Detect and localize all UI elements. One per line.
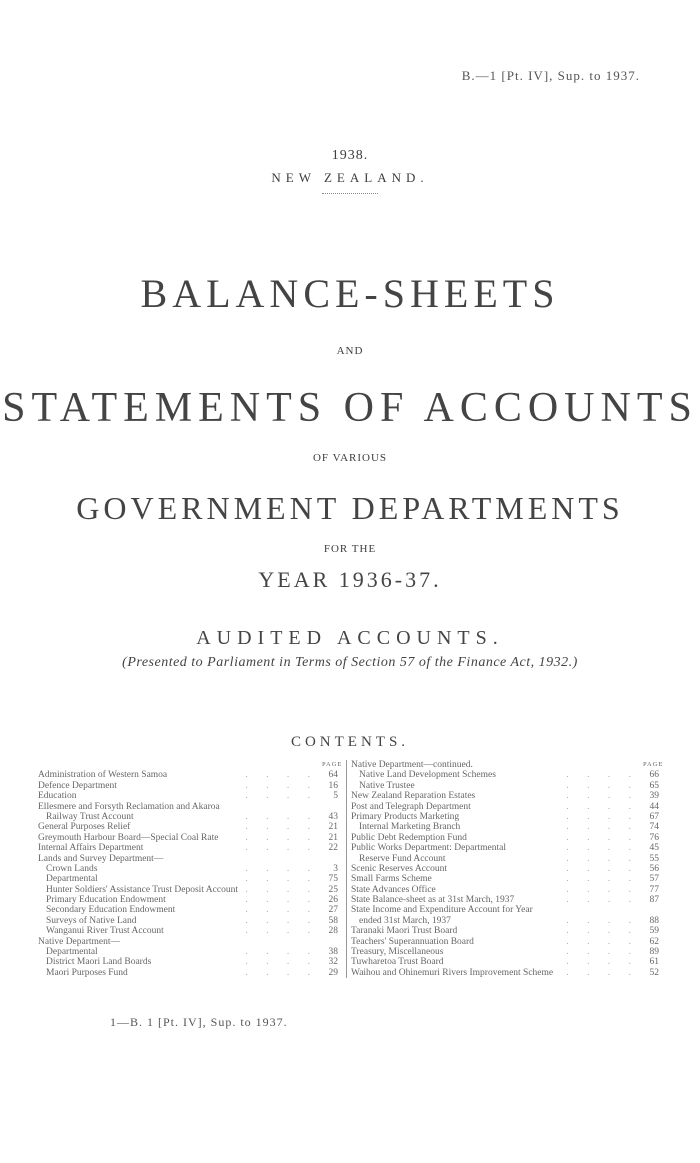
contents-entry-label: Maori Purposes Fund xyxy=(46,968,131,978)
contents-entry xyxy=(38,802,340,812)
contents-entry-page: 57 xyxy=(643,874,659,884)
leader-dots: . . . . xyxy=(245,822,318,833)
leader-dots: . . . . xyxy=(245,770,318,781)
contents-entry xyxy=(351,791,661,801)
contents-entry-label: Education xyxy=(38,791,80,801)
contents-entry-label: Native Land Development Schemes xyxy=(359,770,499,780)
contents-entry-page: 39 xyxy=(643,791,659,801)
contents-entry-page: 87 xyxy=(643,895,659,905)
leader-dots: . . . . xyxy=(566,801,639,812)
leader-dots: . . . . xyxy=(245,874,318,885)
leader-dots: . . . . xyxy=(566,843,639,854)
contents-entry xyxy=(38,812,340,822)
contents-entry-page: 16 xyxy=(322,781,338,791)
contents-entry-label: State Income and Expenditure Account for Year xyxy=(351,905,536,915)
contents-entry-page: 77 xyxy=(643,885,659,895)
contents-entry xyxy=(38,885,340,895)
contents-entry-label: Secondary Education Endowment xyxy=(46,905,178,915)
contents-entry xyxy=(38,874,340,884)
leader-dots: . . . . xyxy=(566,884,639,895)
contents-entry-label: Taranaki Maori Trust Board xyxy=(351,926,460,936)
footer-reference: 1—B. 1 [Pt. IV], Sup. to 1937. xyxy=(110,1015,288,1029)
leader-dots: . . . . xyxy=(566,874,639,885)
contents-entry xyxy=(351,781,661,791)
contents-entry-page: 52 xyxy=(643,968,659,978)
contents-entry xyxy=(351,905,661,915)
contents-entry xyxy=(38,822,340,832)
contents-entry xyxy=(38,770,340,780)
leader-dots: . . . . xyxy=(245,780,318,791)
contents-entry-page: 45 xyxy=(643,843,659,853)
publication-year: 1938. xyxy=(331,148,369,163)
contents-entry-label: Surveys of Native Land xyxy=(46,916,140,926)
leader-dots: . . . . xyxy=(566,947,639,958)
leader-dots: . . . . xyxy=(245,926,318,937)
contents-entry-label: Railway Trust Account xyxy=(46,812,137,822)
leader-dots: . . . . xyxy=(566,926,639,937)
contents-entry xyxy=(351,864,661,874)
contents-entry xyxy=(38,854,340,864)
contents-entry-page: 55 xyxy=(643,854,659,864)
contents-entry-page: 65 xyxy=(643,781,659,791)
leader-dots: . . . . xyxy=(245,947,318,958)
contents-entry-label: Wanganui River Trust Account xyxy=(46,926,167,936)
contents-entry-label: Hunter Soldiers' Assistance Trust Deposit Account xyxy=(46,885,241,895)
contents-entry xyxy=(351,843,661,853)
contents-entry xyxy=(351,937,661,947)
contents-entry-page: 74 xyxy=(643,822,659,832)
contents-entry-page: 27 xyxy=(322,905,338,915)
contents-entry-page: 5 xyxy=(322,791,338,801)
contents-entry xyxy=(38,947,340,957)
leader-dots: . . . . xyxy=(245,884,318,895)
leader-dots: . . . . xyxy=(566,936,639,947)
leader-dots: . . . . xyxy=(566,822,639,833)
contents-entry-page: 26 xyxy=(322,895,338,905)
title-of-various: OF VARIOUS xyxy=(312,452,388,464)
contents-entry-label: Native Trustee xyxy=(359,781,418,791)
contents-entry-label: Internal Affairs Department xyxy=(38,843,146,853)
leader-dots: . . . . xyxy=(566,915,639,926)
leader-dots: . . . . xyxy=(566,791,639,802)
leader-dots: . . . . xyxy=(566,780,639,791)
leader-dots: . . . . xyxy=(566,967,639,978)
contents-entry-page: 44 xyxy=(643,802,659,812)
contents-entry-label: Teachers' Superannuation Board xyxy=(351,937,477,947)
contents-entry-label: Lands and Survey Department— xyxy=(38,854,166,864)
contents-right-column xyxy=(346,760,664,978)
divider-rule xyxy=(322,193,378,194)
leader-dots: . . . . xyxy=(566,770,639,781)
leader-dots: . . . . xyxy=(566,832,639,843)
contents-entry-page: 66 xyxy=(643,770,659,780)
contents-entry xyxy=(38,833,340,843)
contents-entry-label: State Advances Office xyxy=(351,885,439,895)
contents-entry-label: Post and Telegraph Department xyxy=(351,802,474,812)
contents-entry-page: 59 xyxy=(643,926,659,936)
contents-entry-page: 3 xyxy=(322,864,338,874)
contents-entry xyxy=(351,802,661,812)
contents-entry xyxy=(38,937,340,947)
contents-entry xyxy=(38,791,340,801)
contents-entry-label: General Purposes Relief xyxy=(38,822,133,832)
contents-entry xyxy=(38,843,340,853)
leader-dots: . . . . xyxy=(245,811,318,822)
contents-entry-label: New Zealand Reparation Estates xyxy=(351,791,478,801)
contents-entry-label: Small Farms Scheme xyxy=(351,874,435,884)
contents-entry-label: Treasury, Miscellaneous xyxy=(351,947,446,957)
contents-entry-page: 75 xyxy=(322,874,338,884)
contents-entry-label: Public Works Department: Departmental xyxy=(351,843,509,853)
contents-entry-label: Native Department—continued. xyxy=(351,760,476,770)
contents-entry xyxy=(351,957,661,967)
contents-entry-label: Defence Department xyxy=(38,781,120,791)
contents-entry-label: Departmental xyxy=(46,874,101,884)
leader-dots: . . . . xyxy=(245,895,318,906)
contents-entry xyxy=(351,874,661,884)
contents-entry xyxy=(38,781,340,791)
contents-entry-page: 88 xyxy=(643,916,659,926)
leader-dots: . . . . xyxy=(245,957,318,968)
leader-dots: . . . . xyxy=(245,791,318,802)
contents-entry xyxy=(351,770,661,780)
leader-dots: . . . . xyxy=(566,853,639,864)
contents-entry-page: 25 xyxy=(322,885,338,895)
contents-left-column xyxy=(38,760,343,978)
leader-dots: . . . . xyxy=(245,843,318,854)
contents-entry-page: 22 xyxy=(322,843,338,853)
contents-entry xyxy=(38,968,340,978)
title-year: YEAR 1936-37. xyxy=(258,567,442,592)
contents-entry-label: Reserve Fund Account xyxy=(359,854,449,864)
contents-entry xyxy=(351,812,661,822)
contents-entry-page: 76 xyxy=(643,833,659,843)
contents-entry-label: Ellesmere and Forsyth Reclamation and Akaroa xyxy=(38,802,223,812)
contents-entry xyxy=(38,916,340,926)
leader-dots: . . . . xyxy=(566,957,639,968)
contents-entry-page: 64 xyxy=(322,770,338,780)
contents-entry xyxy=(351,895,661,905)
contents-entry-page: 89 xyxy=(643,947,659,957)
leader-dots: . . . . xyxy=(566,863,639,874)
page-column-label: PAGE xyxy=(322,760,338,770)
contents-entry-page: 61 xyxy=(643,957,659,967)
title-statements: STATEMENTS OF ACCOUNTS xyxy=(2,385,698,431)
contents-entry-page: 56 xyxy=(643,864,659,874)
leader-dots: . . . . xyxy=(245,915,318,926)
contents-entry-page: 67 xyxy=(643,812,659,822)
title-balance-sheets: BALANCE-SHEETS xyxy=(140,271,560,316)
contents-entry-page: 32 xyxy=(322,957,338,967)
contents-entry-label: Scenic Reserves Account xyxy=(351,864,450,874)
leader-dots: . . . . xyxy=(566,895,639,906)
contents-entry-label: Greymouth Harbour Board—Special Coal Rate xyxy=(38,833,221,843)
contents-entry xyxy=(351,947,661,957)
contents-entry-label: Crown Lands xyxy=(46,864,100,874)
contents-entry-label: Internal Marketing Branch xyxy=(359,822,463,832)
contents-entry-label: ended 31st March, 1937 xyxy=(359,916,454,926)
contents-entry xyxy=(351,822,661,832)
contents-entry xyxy=(351,833,661,843)
contents-entry-label: Primary Products Marketing xyxy=(351,812,462,822)
contents-entry xyxy=(38,895,340,905)
contents-entry-label: Waihou and Ohinemuri Rivers Improvement Scheme xyxy=(351,968,556,978)
contents-entry-label: Administration of Western Samoa xyxy=(38,770,170,780)
presented-note: (Presented to Parliament in Terms of Section 57 of the Finance Act, 1932.) xyxy=(122,655,578,670)
contents-entry-page: PAGE xyxy=(643,760,659,770)
contents-heading: CONTENTS. xyxy=(290,734,410,750)
contents-entry-page: 38 xyxy=(322,947,338,957)
contents-entry-page: 58 xyxy=(322,916,338,926)
contents-entry-label: Tuwharetoa Trust Board xyxy=(351,957,447,967)
leader-dots: . . . . xyxy=(245,967,318,978)
contents-entry-page: 62 xyxy=(643,937,659,947)
contents-entry-page: 21 xyxy=(322,833,338,843)
audited-accounts-heading: AUDITED ACCOUNTS. xyxy=(196,627,504,649)
title-and: AND xyxy=(336,345,364,357)
contents-entry-page: 43 xyxy=(322,812,338,822)
leader-dots: . . . . xyxy=(245,905,318,916)
contents-entry xyxy=(351,916,661,926)
country-name: NEW ZEALAND. xyxy=(271,170,429,185)
document-reference: B.—1 [Pt. IV], Sup. to 1937. xyxy=(461,68,640,83)
contents-entry xyxy=(351,885,661,895)
contents-entry xyxy=(351,854,661,864)
contents-entry-label: Native Department— xyxy=(38,937,123,947)
contents-page-header xyxy=(38,760,343,770)
contents-entry-label: District Maori Land Boards xyxy=(46,957,154,967)
contents-entry xyxy=(351,926,661,936)
contents-entry-label: Public Debt Redemption Fund xyxy=(351,833,470,843)
leader-dots: . . . . xyxy=(245,863,318,874)
contents-entry-page: 29 xyxy=(322,968,338,978)
contents-entry-label: State Balance-sheet as at 31st March, 1937 xyxy=(351,895,517,905)
contents-entry-page: 28 xyxy=(322,926,338,936)
leader-dots: . . . . xyxy=(245,832,318,843)
contents-entry-label: Departmental xyxy=(46,947,101,957)
contents-entry xyxy=(351,760,664,770)
title-government-departments: GOVERNMENT DEPARTMENTS xyxy=(76,490,624,526)
contents-entry xyxy=(38,957,340,967)
leader-dots: . . . . xyxy=(566,811,639,822)
contents-entry xyxy=(38,926,340,936)
contents-entry xyxy=(38,864,340,874)
contents-entry-label: Primary Education Endowment xyxy=(46,895,169,905)
contents-entry-page: 21 xyxy=(322,822,338,832)
contents-entry xyxy=(351,968,661,978)
contents-entry xyxy=(38,905,340,915)
title-for-the: FOR THE xyxy=(323,543,377,555)
